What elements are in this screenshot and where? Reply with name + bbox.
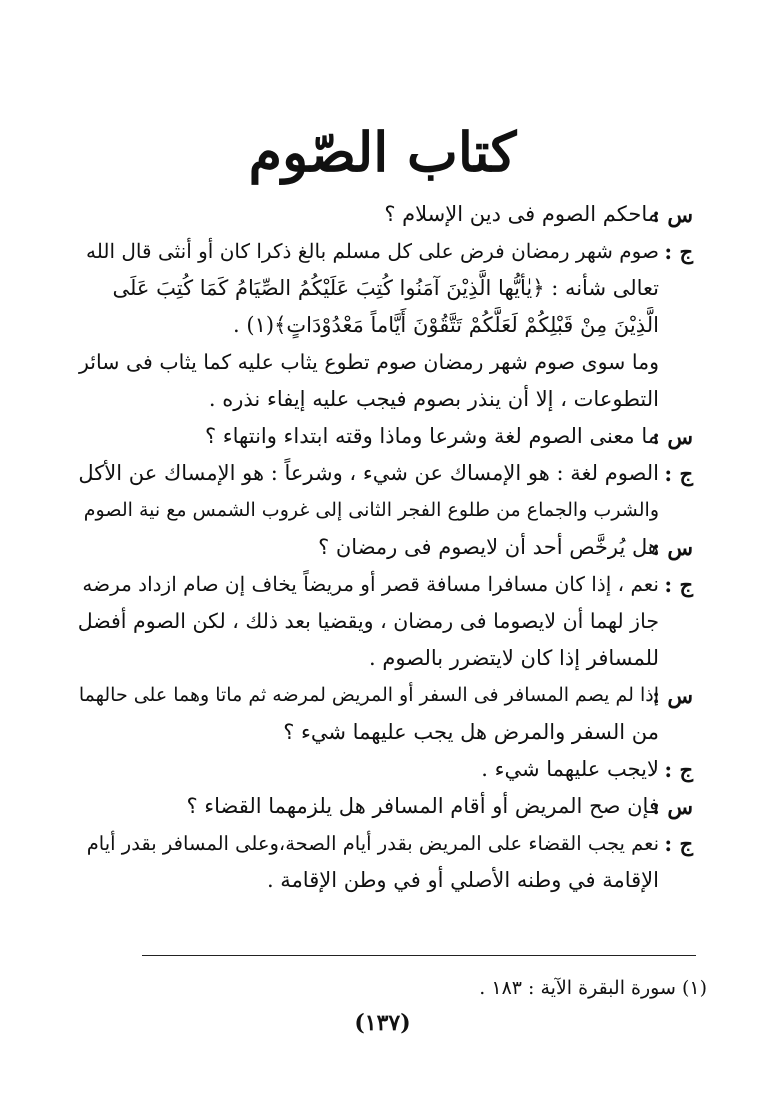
answer-entry <box>75 825 693 899</box>
entry-line: التطوعات ، إلا أن ينذر بصوم فيجب عليه إيفاء نذره . <box>208 387 659 411</box>
entry-marker: س : <box>652 683 693 708</box>
entry-line: من السفر والمرض هل يجب عليهما شيء ؟ <box>283 720 659 744</box>
entry-marker: س : <box>652 424 693 449</box>
entry-marker: ج : <box>664 572 693 597</box>
footnote-text: سورة البقرة الآية : ١٨٣ . <box>479 977 676 999</box>
entry-marker: س : <box>652 794 693 819</box>
entry-line: ما معنى الصوم لغة وشرعا وماذا وقته ابتداء وانتهاء ؟ <box>204 424 659 448</box>
entry-line: الصوم لغة : هو الإمساك عن شيء ، وشرعاً : هو الإمساك عن الأكل <box>78 461 659 485</box>
question-entry <box>75 196 693 233</box>
answer-entry <box>75 751 693 788</box>
entry-line: جاز لهما أن لايصوما فى رمضان ، ويقضيا بعد ذلك ، لكن الصوم أفضل <box>77 609 659 633</box>
question-entry <box>75 677 693 751</box>
chapter-title: كتاب الصّوم <box>248 120 517 184</box>
entry-line: صوم شهر رمضان فرض على كل مسلم بالغ ذكرا كان أو أنثى قال الله <box>86 239 659 263</box>
answer-continuation <box>75 344 693 418</box>
answer-entry <box>75 455 693 529</box>
entry-line: والشرب والجماع من طلوع الفجر الثانى إلى غروب الشمس مع نية الصوم <box>83 499 659 521</box>
answer-entry <box>75 233 693 344</box>
entry-marker: س : <box>652 535 693 560</box>
entry-marker: ج : <box>664 239 693 264</box>
entry-line: لايجب عليهما شيء . <box>481 757 659 781</box>
entry-line: نعم ، إذا كان مسافرا مسافة قصر أو مريضاً يخاف إن صام ازداد مرضه <box>82 572 659 596</box>
entry-line: هل يُرخَّص أحد أن لايصوم فى رمضان ؟ <box>318 535 659 559</box>
question-entry <box>75 788 693 825</box>
entry-line: الإقامة في وطنه الأصلي أو في وطن الإقامة . <box>266 868 659 892</box>
entry-line: الَّذِيْنَ مِنْ قَبْلِكُمْ لَعَلَّكُمْ تَتَّقُوْنَ أَيَّاماً مَعْدُوْدَاتٍ﴾(١) . <box>233 313 659 337</box>
footnote-divider <box>142 955 696 956</box>
footnote-marker: (١) <box>681 977 707 999</box>
entry-marker: ج : <box>664 757 693 782</box>
question-entry <box>75 418 693 455</box>
entry-line: فإن صح المريض أو أقام المسافر هل يلزمهما القضاء ؟ <box>186 794 659 818</box>
question-entry <box>75 529 693 566</box>
page-number: (١٣٧) <box>354 1010 411 1036</box>
entry-marker: س : <box>652 202 693 227</box>
entry-line: نعم يجب القضاء على المريض بقدر أيام الصحة،وعلى المسافر بقدر أيام <box>86 832 659 855</box>
entry-line: وما سوى صوم شهر رمضان صوم تطوع يثاب عليه كما يثاب فى سائر <box>78 350 659 374</box>
entry-line: تعالى شأنه : ﴿يٰأيُّها الَّذِيْنَ آمَنُوا كُتِبَ عَلَيْكُمُ الصِّيَامُ كَمَا كُتِبَ عَلَى <box>112 276 659 300</box>
answer-entry <box>75 566 693 677</box>
entry-line: للمسافر إذا كان لايتضرر بالصوم . <box>369 646 659 670</box>
footnote <box>479 976 707 1000</box>
entry-marker: ج : <box>664 461 693 486</box>
entry-line: إذا لم يصم المسافر فى السفر أو المريض لمرضه ثم ماتا وهما على حالهما <box>78 684 659 706</box>
entry-marker: ج : <box>664 831 693 856</box>
qa-content <box>75 196 693 899</box>
entry-line: ماحكم الصوم فى دين الإسلام ؟ <box>384 202 659 226</box>
